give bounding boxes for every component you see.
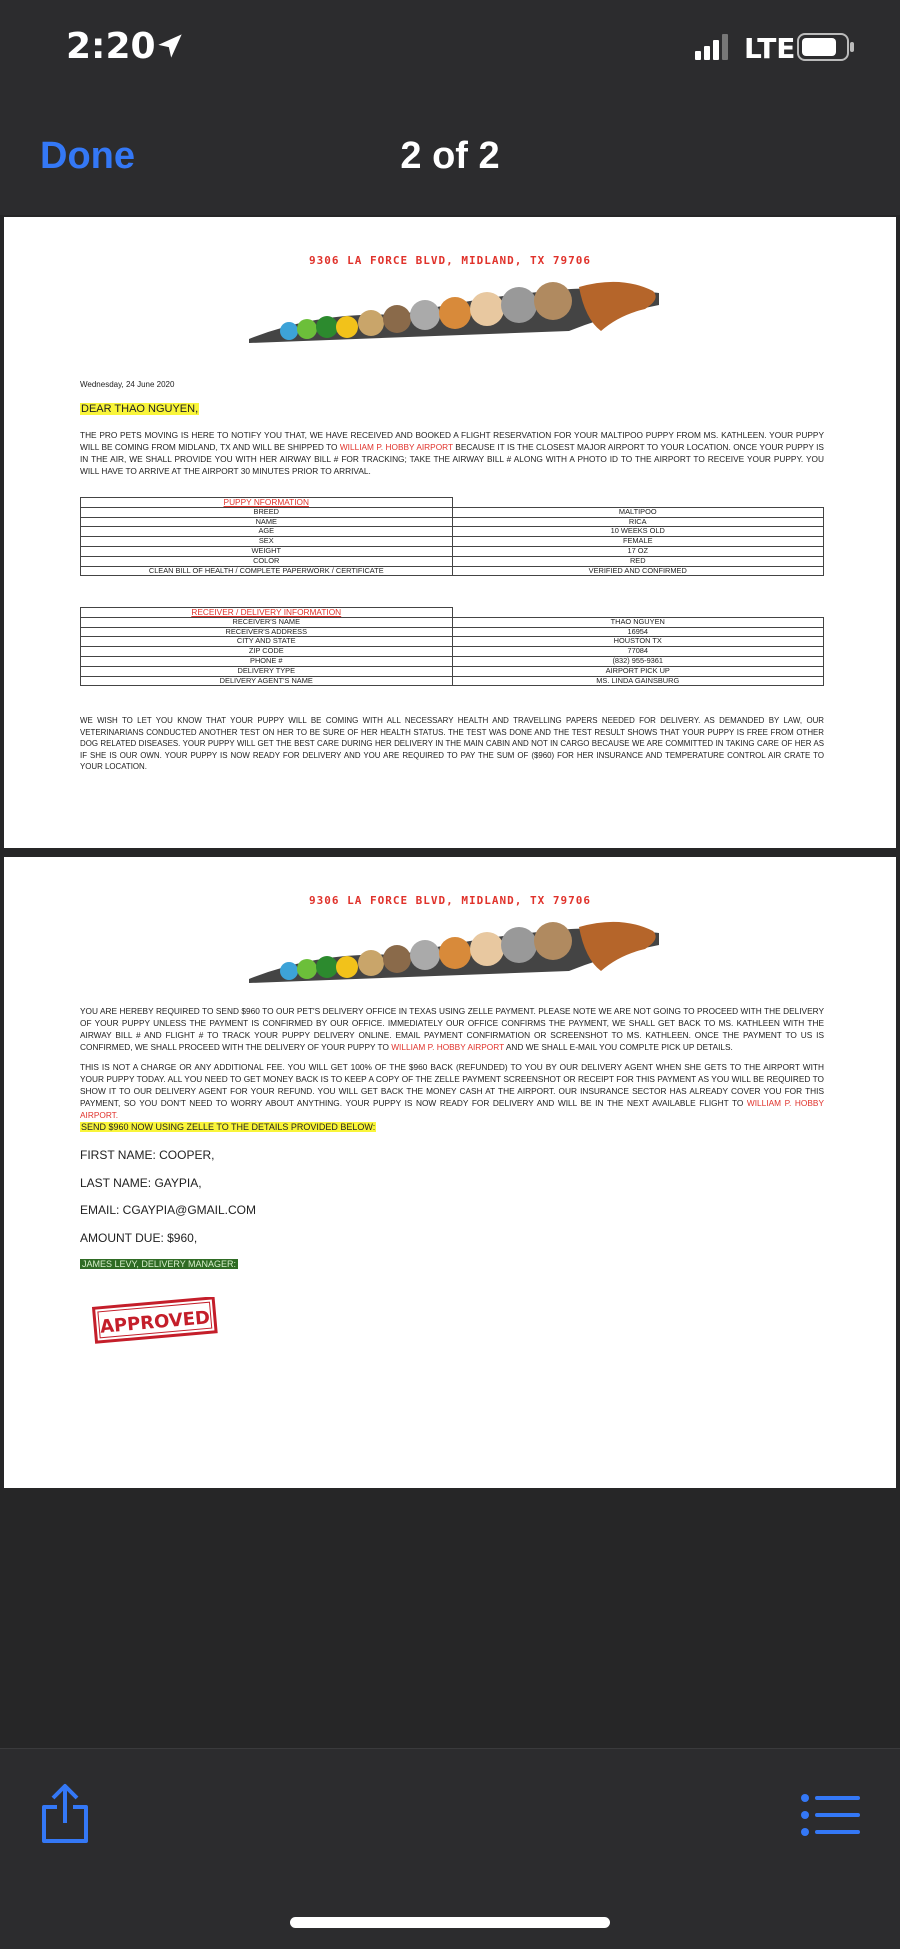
row-value: 17 OZ (452, 546, 824, 556)
row-value: RICA (452, 517, 824, 527)
table-row (81, 507, 824, 517)
table-row (81, 617, 824, 627)
row-label: ZIP CODE (81, 647, 453, 657)
table-row (81, 556, 824, 566)
row-value: 10 WEEKS OLD (452, 527, 824, 537)
salutation: DEAR THAO NGUYEN, (81, 403, 199, 415)
closing-paragraph: WE WISH TO LET YOU KNOW THAT YOUR PUPPY WILL BE COMING WITH ALL NECESSARY HEALTH AND TRAVELLING PAPERS NEEDED FOR DELIVERY. AS DEMANDED BY LAW, OUR VETERINARIANS CONDUCTED ANOTHER TEST ON HER TO BE SURE OF HER HEALTH STATUS. THE TEST WAS DONE AND THE TEST RESULT SHOWS THAT YOUR PUPPY IS FREE FROM OTHER DOG RELATED DISEASES. YOUR PUPPY WILL GET THE BEST CARE DURING HER DELIVERY IN THE MAIN CABIN AND NOT IN CARGO BECAUSE WE ARE COMMITTED IN TAKING CARE OF HER AS IF SHE IS OUR OWN. YOUR PUPPY IS NOW READY FOR DELIVERY AND YOU ARE REQUIRED TO PAY THE SUM OF ($960) FOR HER INSURANCE AND TEMPERATURE CONTROL AIR CRATE TO YOUR LOCATION. (80, 716, 824, 772)
table-row (81, 517, 824, 527)
row-label: SEX (81, 537, 453, 547)
home-indicator[interactable] (290, 1917, 610, 1928)
battery-icon (797, 33, 855, 61)
row-value: THAO NGUYEN (452, 617, 824, 627)
amount-field: AMOUNT DUE: $960, (80, 1231, 198, 1245)
row-label: AGE (81, 527, 453, 537)
status-time: 2:20 (66, 26, 156, 67)
letterhead-address: 9306 LA FORCE BLVD, MIDLAND, TX 79706 (308, 254, 592, 267)
table-header-row (81, 608, 824, 618)
row-value: 16954 (452, 627, 824, 637)
status-bar (0, 0, 900, 95)
table-row (81, 527, 824, 537)
row-label: NAME (81, 517, 453, 527)
table-header-row (81, 498, 824, 508)
row-value: MS. LINDA GAINSBURG (452, 676, 824, 686)
last-name-field: LAST NAME: GAYPIA, (80, 1176, 202, 1190)
document-page-2[interactable] (4, 857, 896, 1488)
para2-airport: WILLIAM P. HOBBY AIRPORT. (80, 1098, 824, 1120)
table-row (81, 656, 824, 666)
row-value: FEMALE (452, 537, 824, 547)
table-row (81, 647, 824, 657)
payment-heading: SEND $960 NOW USING ZELLE TO THE DETAILS PROVIDED BELOW: (81, 1122, 376, 1132)
refund-paragraph (80, 1061, 824, 1121)
table-heading: RECEIVER / DELIVERY INFORMATION (81, 608, 453, 618)
para1-text-b: AND WE SHALL E-MAIL YOU COMPLTE PICK UP DETAILS. (504, 1042, 733, 1052)
table-row (81, 637, 824, 647)
para2-text-a: THIS IS NOT A CHARGE OR ANY ADDITIONAL FEE. YOU WILL GET 100% OF THE $960 BACK (REFUNDED) TO YOU BY OUR DELIVERY AGENT WHEN SHE GETS TO THE AIRPORT WITH YOUR PUPPY TODAY. ALL YOU NEED TO GET MONEY BACK IS TO KEEP A COPY OF THE ZELLE PAYMENT SCREENSHOT OR RECEIPT FOR THIS PAYMENT AS YOU WILL BE REQUIRED TO SHOW IT TO OUR DELIVERY AGENT FOR YOUR REFUND. YOU WILL GET BACK THE MONEY CASH AT THE AIRPORT. OUR INSURANCE SECTOR HAS ALREADY COVER YOU FOR THIS PAYMENT, SO YOU DON'T NEED TO WORRY ABOUT ANYTHING. YOUR PUPPY IS NOW READY FOR DELIVERY AND WILL BE IN THE NEXT AVAILABLE FLIGHT TO (80, 1062, 824, 1108)
row-label: CLEAN BILL OF HEALTH / COMPLETE PAPERWORK / CERTIFICATE (81, 566, 453, 576)
row-value: AIRPORT PICK UP (452, 666, 824, 676)
intro-text-a: THE PRO PETS MOVING IS HERE TO NOTIFY YOU THAT, WE HAVE RECEIVED AND BOOKED A FLIGHT RESERVATION FOR YOUR MALTIPOO PUPPY FROM MS. KATHLEEN. YOUR PUPPY WILL BE COMING FROM MIDLAND, TX AND WILL BE SHIPPED TO (80, 430, 824, 452)
row-value: RED (452, 556, 824, 566)
row-label: RECEIVER'S NAME (81, 617, 453, 627)
table-row (81, 627, 824, 637)
network-type: LTE (744, 32, 796, 65)
row-value: HOUSTON TX (452, 637, 824, 647)
share-icon[interactable] (40, 1783, 90, 1845)
row-label: WEIGHT (81, 546, 453, 556)
row-label: PHONE # (81, 656, 453, 666)
intro-text-b: BECAUSE IT IS THE CLOSEST MAJOR AIRPORT TO YOUR LOCATION. ONCE YOUR PUPPY IS IN THE AIR, WE SHALL PROVIDE YOU WITH HER AIRWAY BILL # FOR TRACKING; TAKE THE AIRWAY BILL # ALONG WITH A PHOTO ID TO THE AIRPORT TO RECEIVE YOUR PUPPY. YOU WILL HAVE TO ARRIVE AT THE AIRPORT 30 MINUTES PRIOR TO ARRIVAL. (80, 442, 824, 476)
row-label: COLOR (81, 556, 453, 566)
stamp-text: APPROVED (99, 1307, 211, 1338)
animals-banner-image (249, 275, 659, 343)
email-field: EMAIL: CGAYPIA@GMAIL.COM (80, 1203, 256, 1217)
row-label: DELIVERY TYPE (81, 666, 453, 676)
row-value: VERIFIED AND CONFIRMED (452, 566, 824, 576)
nav-bar (0, 95, 900, 215)
para1-airport: WILLIAM P. HOBBY AIRPORT (391, 1042, 505, 1052)
row-label: CITY AND STATE (81, 637, 453, 647)
intro-paragraph (80, 429, 824, 477)
payment-paragraph (80, 1005, 824, 1053)
table-row (81, 546, 824, 556)
signature-line: JAMES LEVY, DELIVERY MANAGER: (82, 1259, 237, 1269)
row-label: DELIVERY AGENT'S NAME (81, 676, 453, 686)
receiver-info-table (80, 607, 824, 686)
puppy-info-table (80, 497, 824, 576)
para1-text-a: YOU ARE HEREBY REQUIRED TO SEND $960 TO OUR PET'S DELIVERY OFFICE IN TEXAS USING ZELLE PAYMENT. PLEASE NOTE WE ARE NOT GOING TO PROCEED WITH THE DELIVERY OF YOUR PUPPY UNLESS THE PAYMENT IS CONFIRMED BY OUR OFFICE. IMMEDIATELY OUR OFFICE CONFIRMS THE PAYMENT, WE SHALL GET BACK TO MS. KATHLEEN WITH THE AIRWAY BILL # AND FLIGHT # TO TRACK YOUR PUPPY DELIVERY ONLINE. EMAIL PAYMENT CONFIRMATION OR SCREENSHOT TO MS. KATHLEEN. ONCE THE PAYMENT TO US IS CONFIRMED, WE SHALL PROCEED WITH THE DELIVERY OF YOUR PUPPY TO (80, 1006, 824, 1052)
row-label: RECEIVER'S ADDRESS (81, 627, 453, 637)
letter-date: Wednesday, 24 June 2020 (80, 380, 175, 389)
table-row (81, 676, 824, 686)
table-row (81, 666, 824, 676)
done-button[interactable]: Done (40, 135, 135, 177)
signal-icon (695, 34, 729, 60)
document-page-1[interactable] (4, 217, 896, 848)
table-row (81, 566, 824, 576)
bottom-toolbar (0, 1748, 900, 1949)
approved-stamp-image (89, 1297, 221, 1347)
location-arrow-icon (156, 32, 184, 60)
table-heading: PUPPY NFORMATION (81, 498, 453, 508)
row-value: (832) 955-9361 (452, 656, 824, 666)
list-icon[interactable] (800, 1793, 860, 1837)
animals-banner-image (249, 915, 659, 983)
first-name-field: FIRST NAME: COOPER, (80, 1148, 215, 1162)
row-value: 77084 (452, 647, 824, 657)
letterhead-address: 9306 LA FORCE BLVD, MIDLAND, TX 79706 (308, 894, 592, 907)
row-label: BREED (81, 507, 453, 517)
intro-airport: WILLIAM P. HOBBY AIRPORT (339, 442, 453, 452)
page-count: 2 of 2 (400, 135, 500, 177)
table-row (81, 537, 824, 547)
row-value: MALTIPOO (452, 507, 824, 517)
